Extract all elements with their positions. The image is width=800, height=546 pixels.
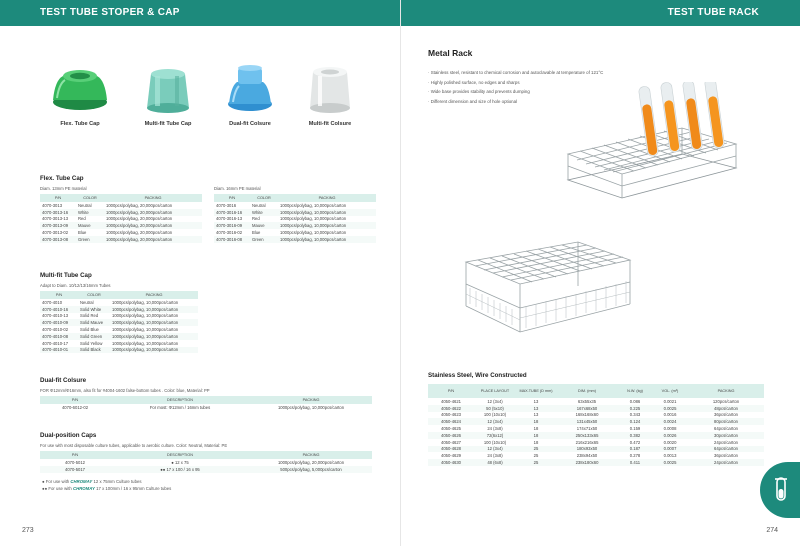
table-cell: 4070-4010-16 [40,306,78,313]
table-cell: 25 [516,459,556,466]
table-cell: 25 [533,453,539,459]
table-row [40,236,202,243]
table-cell: Neutral [80,299,94,305]
table-cell: 4070-5017 [40,466,110,473]
table-cell: 100 (10x10) [483,412,507,418]
multi-fit-colsure-item [294,62,366,127]
col-color: COLOR [250,194,278,202]
table-row [40,313,198,320]
table-row [40,319,198,326]
table-cell: 0.472 [629,439,641,445]
col-packing: PACKING [688,384,764,398]
table-cell: 1000pcs/polybag, 10,000pcs/carton [110,347,198,354]
left-page-number: 273 [22,527,34,534]
table-cell: 131x45x50 [556,418,618,425]
dualpos-legend-1 [42,479,142,484]
wire-rack-table [428,384,764,466]
table-cell: 4050-4626 [428,432,474,439]
col-packing: PACKING [250,396,372,404]
table-cell: 1000pcs/polybag, 10,000pcs/carton [278,209,376,216]
table-row [40,459,372,466]
table-cell: 0.0008 [663,426,677,432]
multi-fit-colsure-label: Multi-fit Colsure [308,121,352,127]
table-row [428,446,764,453]
table-cell: 1000pcs/polybag, 20,000pcs/carton [104,236,202,243]
table-cell: 174x71x50 [576,426,598,432]
col-nw: N.W. (kg) [618,384,652,398]
table-cell: 4050-4624 [428,418,474,425]
col-color: COLOR [76,194,104,202]
table-cell: 12 (3x4) [487,398,503,404]
table-row [214,216,376,223]
table-cell: 18 [516,418,556,425]
table-cell: 12 (3x4) [474,446,516,453]
legend-1-prefix: ● For use with [42,479,70,484]
table-cell: Neutral [252,202,266,208]
metal-rack-empty-image [462,238,632,338]
table-cell: 24 (3x8) [487,453,503,459]
table-cell: 167x68x50 [556,405,618,412]
table-row [40,404,372,411]
table-cell: 1000pcs/polybag, 20,000pcs/carton [104,209,202,216]
table-cell: 4070-3013 [42,202,63,208]
table-header-row [40,396,372,404]
table-row [428,418,764,425]
table-cell: 4050-4629 [440,453,462,459]
table-row [214,229,376,236]
table-cell: 4070-3013-09 [40,222,76,229]
table-cell: 1000pcs/polybag, 10,000pcs/carton [280,230,347,236]
table-cell: 4070-5012 [64,459,86,465]
table-cell: 1000pcs/polybag, 10,000pcs/carton [110,333,198,340]
dual-fit-colsure-item [214,62,286,127]
table-cell: 1000pcs/polybag, 10,000pcs/carton [278,222,376,229]
multi-fit-tube-cap-label: Multi-fit Tube Cap [144,121,192,127]
table-cell: 0.159 [629,426,641,432]
dualpos-note: For use with most disposable culture tubes, applicable to aerobic culture. Color: Neutral, Material: PE [40,443,228,448]
table-cell: 500pcs/polybag, 5,000pcs/carton [250,466,372,473]
legend-2-suffix: 17 x 100mm / 16 x 95mm Culture tubes [96,486,172,491]
table-cell: 1000pcs/polybag, 10,000pcs/carton [112,327,179,333]
multifit-table [40,291,198,353]
col-pn: P/N [40,451,110,459]
table-cell: 0.225 [618,405,652,412]
table-cell: 0.0025 [652,459,688,466]
col-packing: PACKING [278,194,376,202]
table-cell: 216x216x65 [575,439,599,445]
legend-1-brand: CHROMAY [70,479,93,484]
table-cell: Red [78,216,86,222]
table-cell: 4070-4010-09 [40,319,78,326]
dualfit-section-title: Dual-fit Colsure [40,377,87,384]
table-cell: 25 [516,446,556,453]
table-cell: 24 (3x8) [487,426,503,432]
flex-section-title: Flex. Tube Cap [40,175,84,182]
table-cell: 72(6x12) [474,432,516,439]
table-cell: 0.187 [618,446,652,453]
table-row [40,209,202,216]
table-cell: 1000pcs/polybag, 10,000pcs/carton [280,216,347,222]
table-cell: 0.278 [629,453,641,459]
table-cell: 0.086 [629,398,641,404]
table-cell: 1000pcs/polybag, 10,000pcs/carton [280,202,347,208]
flex-note-16mm: Diam. 16mm PE material [214,186,261,191]
table-cell: 4070-3013-16 [40,209,76,216]
table-cell: Solid Black [78,347,110,354]
table-row [428,405,764,412]
table-row [214,202,376,209]
table-cell: 4070-4010-17 [42,340,69,346]
table-cell: 0.343 [629,412,641,418]
table-row [40,347,198,354]
table-cell: 4070-4010 [42,299,63,305]
table-cell: Solid Green [78,333,110,340]
table-cell: 1000pcs/polybag, 10,000pcs/carton [112,313,179,319]
metal-rack-title: Metal Rack [428,48,473,58]
table-cell: 48 (6x8) [474,459,516,466]
table-cell: Solid Red [80,313,99,319]
multi-fit-tube-cap-image [135,62,201,114]
table-cell: 4070-4010-01 [40,347,78,354]
left-banner: TEST TUBE STOPER & CAP [0,0,400,26]
col-pn: P/N [40,291,78,299]
multi-fit-tube-cap-item [132,62,204,127]
table-row [40,340,198,347]
table-cell: 4070-6012-02 [61,404,89,410]
table-cell: 1000pcs/polybag, 20,000pcs/carton [277,459,345,465]
table-cell: 4050-4622 [428,405,474,412]
col-packing: PACKING [104,194,202,202]
table-header-row [214,194,376,202]
multi-fit-colsure-image [297,62,363,114]
table-cell: 4070-3016-13 [216,216,243,222]
table-row [428,452,764,459]
table-cell: Green [250,236,278,243]
table-cell: Neutral [78,202,92,208]
table-cell: 1000pcs/polybag, 10,000pcs/carton [278,236,376,243]
table-cell: 4070-3013-02 [42,230,69,236]
table-cell: 48pcs/carton [688,405,764,412]
dualpos-legend-2 [42,486,171,491]
table-row [214,209,376,216]
table-cell: 4070-3016-16 [214,209,250,216]
table-cell: 63x55x35 [577,398,597,404]
col-pn: P/N [40,194,76,202]
col-max-tube: MAX.TUBE (D mm) [516,384,556,398]
flex-tube-cap-label: Flex. Tube Cap [60,121,100,127]
table-cell: White [250,209,278,216]
table-cell: 250x133x65 [556,432,618,439]
table-row [214,236,376,243]
table-header-row [40,451,372,459]
table-cell: 12 (3x4) [474,418,516,425]
col-place-layout: PLACE LAYOUT [474,384,516,398]
table-cell: 4050-4621 [440,398,462,404]
table-cell: 80pcs/carton [688,418,764,425]
bullet-item: · Wide base provides stability and prevents dumping [428,87,603,97]
table-row [428,398,764,405]
table-cell: 4070-3016-08 [214,236,250,243]
table-cell: 180x93x50 [556,446,618,453]
table-header-row [40,194,202,202]
col-color: COLOR [78,291,110,299]
col-packing: PACKING [250,451,372,459]
table-cell: Blue [78,230,87,236]
right-banner: TEST TUBE RACK [401,0,800,26]
table-cell: 168x168x60 [575,412,599,418]
table-cell: 50 (5x10) [474,405,516,412]
table-cell: 4070-3016-09 [214,222,250,229]
table-row [40,306,198,313]
table-cell: 0.124 [618,418,652,425]
table-cell: 4070-3016 [216,202,237,208]
bullet-item: · Stainless steel, resistant to chemical corrosion and autoclavable at temperature of 121°C [428,68,603,78]
col-vol: VOL. (m³) [652,384,688,398]
dual-fit-colsure-label: Dual-fit Colsure [229,121,271,127]
table-row [40,202,202,209]
table-cell: 4070-4010-13 [42,313,69,319]
table-cell: 1000pcs/polybag, 10,000pcs/carton [112,340,179,346]
legend-1-suffix: 12 x 75mm Culture tubes [93,479,142,484]
table-cell: Solid Yellow [80,340,103,346]
table-cell: 4050-4623 [440,412,462,418]
table-cell: 120pcs/carton [712,398,740,404]
flex-tube-cap-item [44,62,116,127]
table-row [40,326,198,333]
table-cell: 4050-4630 [428,459,474,466]
table-cell: 0.0013 [663,453,677,459]
table-cell: 0.0016 [663,412,677,418]
table-cell: Solid Blue [80,327,99,333]
table-cell: 0.382 [618,432,652,439]
table-cell: Blue [252,230,261,236]
table-cell: Red [252,216,260,222]
table-cell: 1000pcs/polybag, 20,000pcs/carton [106,216,173,222]
table-cell: 1000pcs/polybag, 10,000pcs/carton [110,306,198,313]
table-cell: 4050-4627 [440,439,462,445]
legend-2-brand: CHROMAY [73,486,95,491]
table-cell: 0.0026 [652,432,688,439]
dualfit-table [40,396,372,411]
table-row [428,439,764,446]
table-cell: 4070-3016-02 [216,230,243,236]
table-cell: 64pcs/carton [714,426,738,432]
table-cell: 1000pcs/polybag, 10,000pcs/carton [112,299,179,305]
table-cell: 13 [533,398,539,404]
table-header-row [40,291,198,299]
table-row [428,432,764,439]
col-pn: P/N [40,396,110,404]
table-cell: 4050-4628 [428,446,474,453]
table-row [40,299,198,306]
table-cell: ●● 17 x 100 / 16 x 95 [110,466,250,473]
table-row [40,216,202,223]
dualpos-section-title: Dual-position Caps [40,432,97,439]
table-cell: Solid White [78,306,110,313]
table-row [428,412,764,419]
table-row [428,459,764,466]
table-cell: 238x94x50 [576,453,598,459]
table-cell: 238x180x60 [556,459,618,466]
table-cell: 30pcs/carton [688,432,764,439]
dualfit-note: FOR Φ12mm/Φ16mm, also fit for #4004-1602 false-bottom tubes . Color: blue, Material: PP [40,388,210,393]
table-cell: 36pcs/carton [714,453,738,459]
table-cell: White [76,209,104,216]
flex-tube-cap-image [47,62,113,114]
flex-13mm-table [40,194,202,243]
metal-rack-with-tubes-image [560,82,740,200]
table-cell: 13 [533,412,539,418]
col-pn: P/N [214,194,250,202]
dual-fit-colsure-image [217,62,283,114]
table-row [40,333,198,340]
table-cell: 4070-3013-13 [42,216,69,222]
dualpos-table [40,451,372,473]
table-cell: 100 (10x10) [483,439,507,445]
bullet-item: · Highly polished surface, no edges and sharps [428,78,603,88]
table-cell: 0.0021 [663,398,677,404]
table-row [428,425,764,432]
table-cell: 1000pcs/polybag, 10,000pcs/carton [277,404,345,410]
multifit-section-title: Multi-fit Tube Cap [40,272,92,279]
flex-16mm-table [214,194,376,243]
table-cell: For most: Φ12mm / 16mm tubes [149,404,211,410]
col-packing: PACKING [110,291,198,299]
table-cell: 4070-4010-02 [42,327,69,333]
table-row [40,466,372,473]
table-cell: ● 12 x 75 [171,459,189,465]
test-tube-icon [772,477,790,503]
table-cell: 1000pcs/polybag, 20,000pcs/carton [104,222,202,229]
table-cell: 13 [516,405,556,412]
table-cell: Mauve [76,222,104,229]
table-cell: 36pcs/carton [714,412,738,418]
multifit-note: Adapt to Diam. 10/12/13/16mm Tubes [40,283,111,288]
table-cell: 18 [516,432,556,439]
table-cell: 0.411 [618,459,652,466]
col-description: DESCRIPTION [110,396,250,404]
right-page-number: 274 [766,527,778,534]
table-cell: 1000pcs/polybag, 10,000pcs/carton [110,319,198,326]
bullet-item: · Different dimension and size of hole optional [428,97,603,107]
table-cell: 0.0024 [652,418,688,425]
cap-images-row [44,62,374,152]
table-cell: 4070-4010-08 [40,333,78,340]
table-cell: 18 [533,439,539,445]
table-cell: 0.0025 [652,405,688,412]
table-cell: 24pcs/carton [688,459,764,466]
table-cell: 18 [533,426,539,432]
table-cell: 0.0020 [663,439,677,445]
table-cell: 4070-3013-08 [40,236,76,243]
col-description: DESCRIPTION [110,451,250,459]
col-pn: P/N [428,384,474,398]
table-cell: Solid Mauve [78,319,110,326]
col-dim: DIM. (mm) [556,384,618,398]
wire-section-title: Stainless Steel, Wire Constructed [428,372,527,379]
flex-note-13mm: Diam. 13mm PE material [40,186,87,191]
table-cell: 4050-4625 [440,426,462,432]
table-row [40,229,202,236]
table-row [214,222,376,229]
table-cell: 1000pcs/polybag, 20,000pcs/carton [106,202,173,208]
table-row [40,222,202,229]
table-cell: 64pcs/carton [688,446,764,453]
legend-2-prefix: ●● For use with [42,486,72,491]
table-cell: 24pcs/carton [714,439,738,445]
table-cell: 0.0007 [652,446,688,453]
table-cell: 1000pcs/polybag, 20,000pcs/carton [106,230,173,236]
table-header-row [428,384,764,398]
table-cell: Green [76,236,104,243]
table-cell: Mauve [250,222,278,229]
